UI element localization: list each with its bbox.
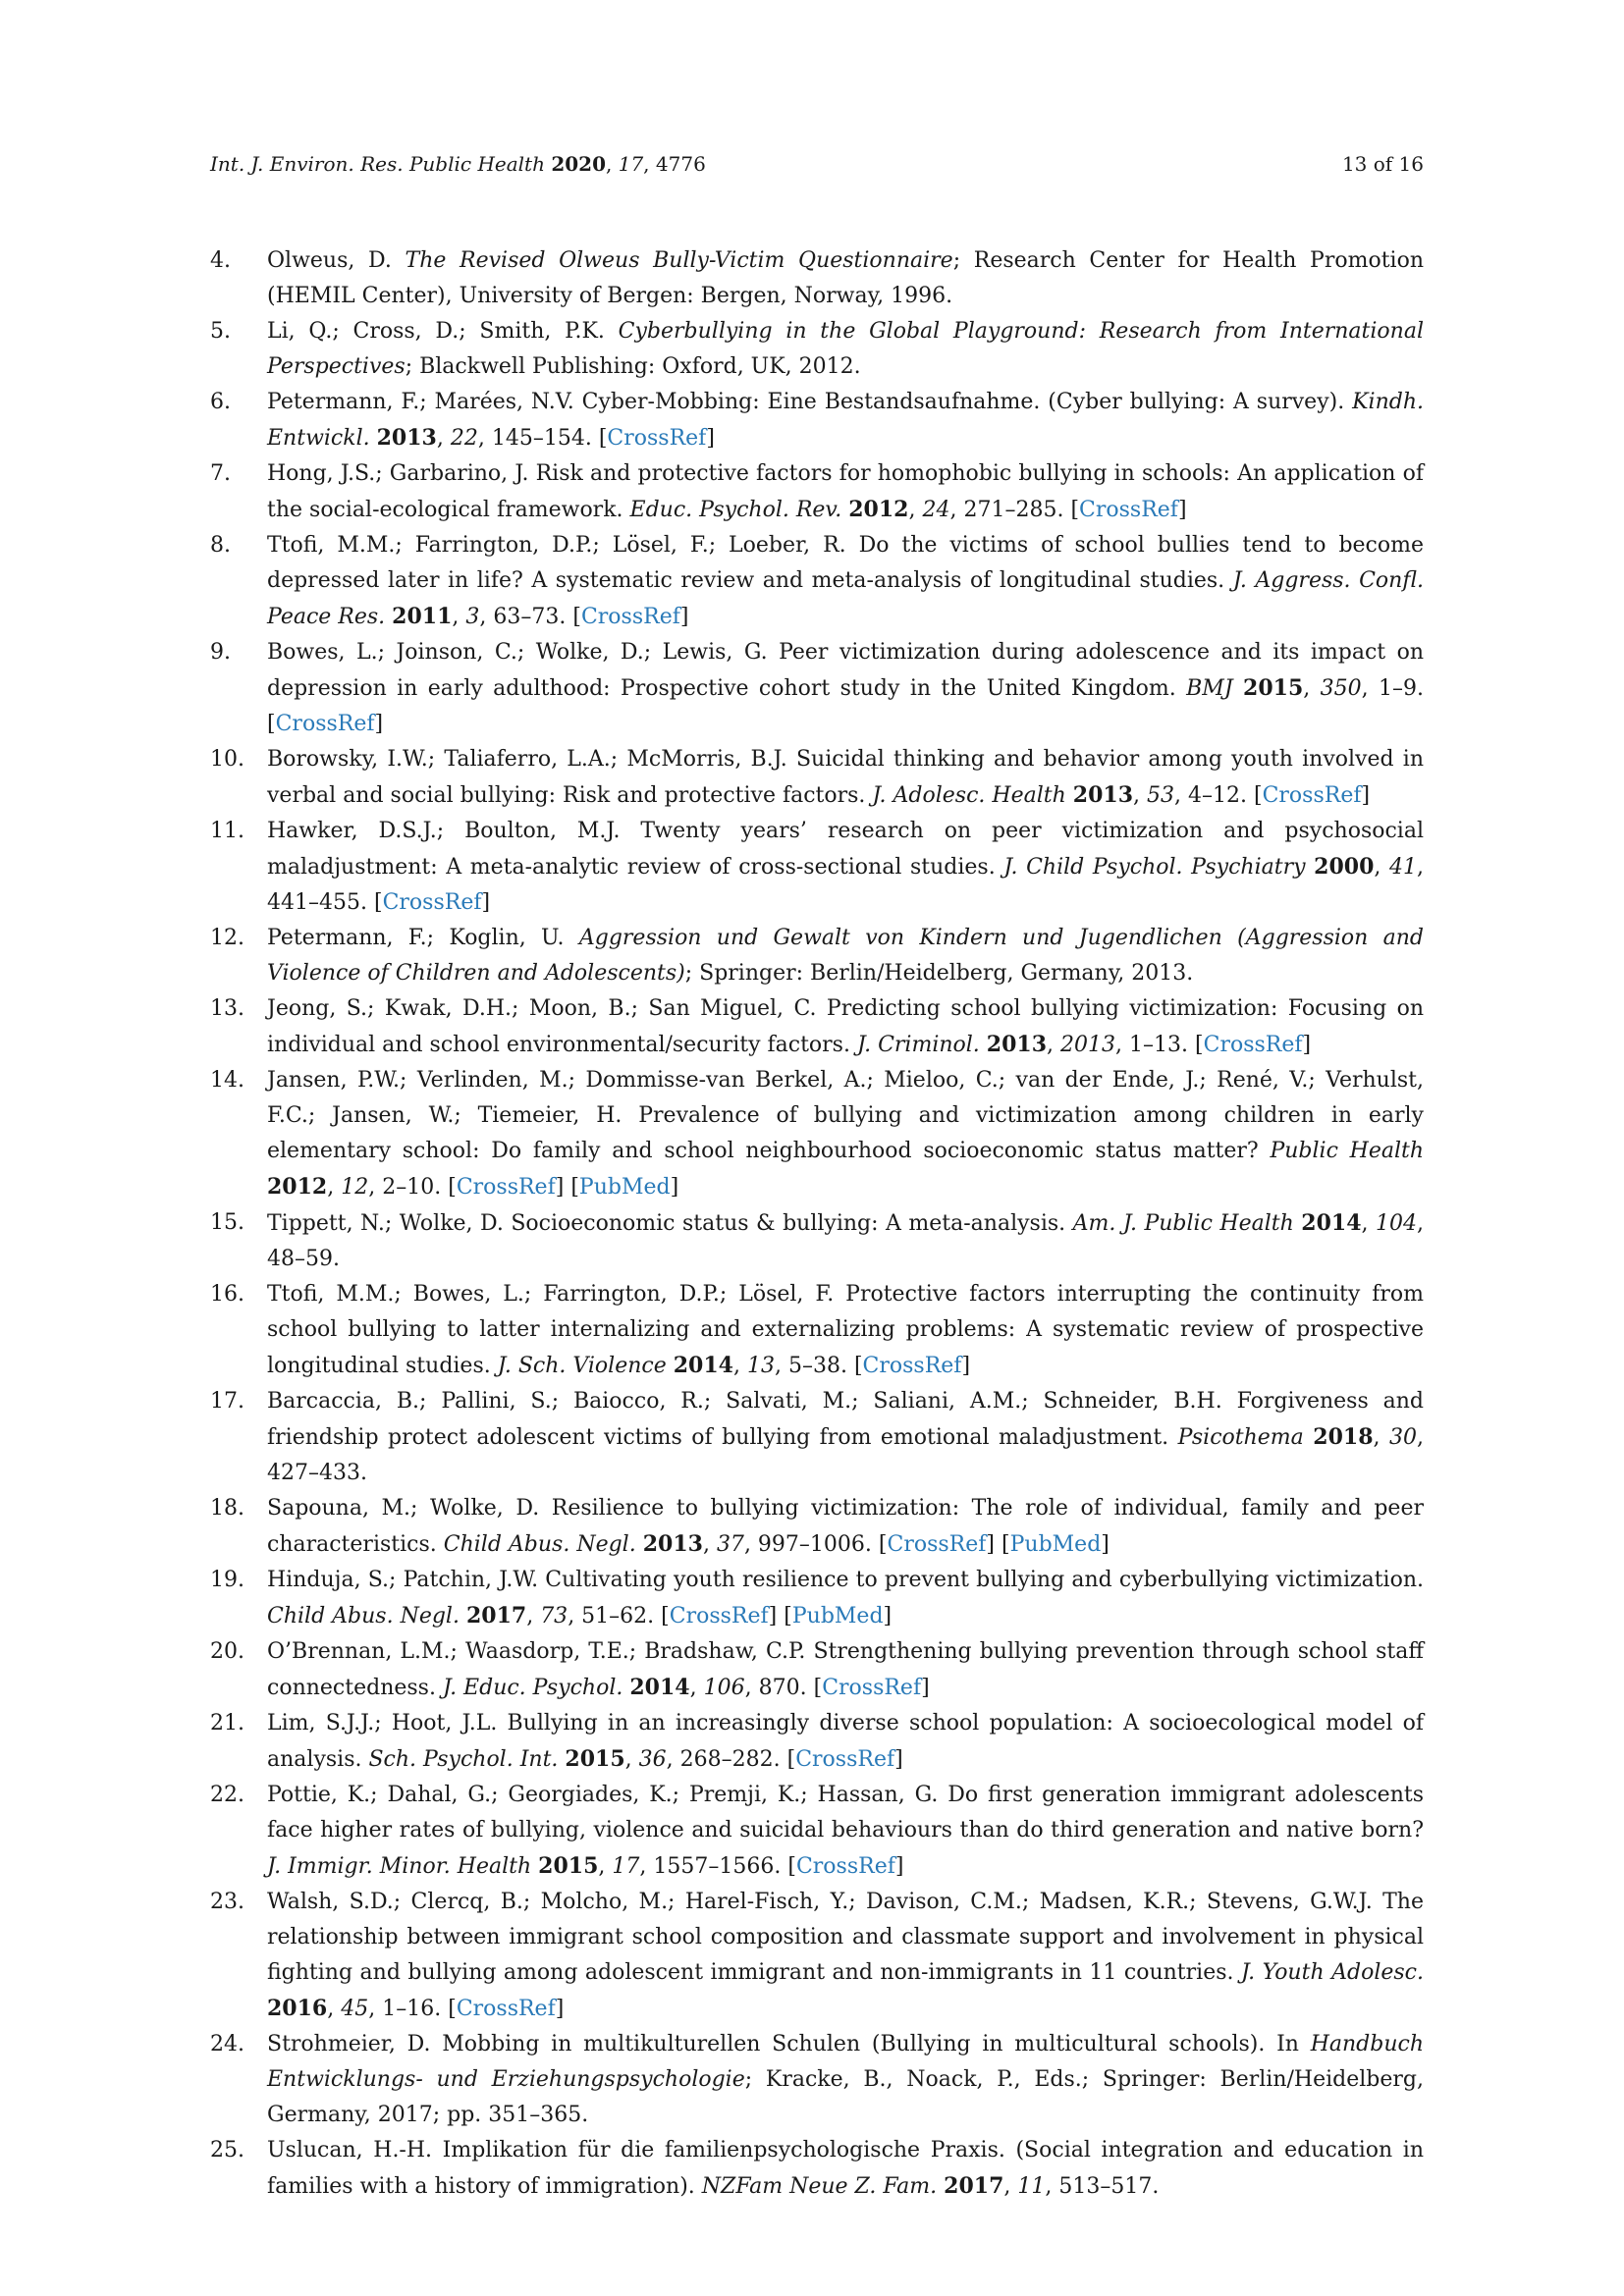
reference-text: ,	[598, 1854, 613, 1879]
reference-number: 12.	[210, 926, 244, 950]
italic-text: 12	[341, 1175, 369, 1200]
italic-text: J. Immigr. Minor. Health	[267, 1854, 532, 1879]
reference-text	[980, 1033, 987, 1057]
reference-number: 13.	[210, 996, 244, 1021]
reference-text: Uslucan, H.-H. Implikation für die familienpsychologische Praxis. (Social integration and education in families with a history of immigration).	[267, 2138, 1424, 2199]
reference-list	[210, 243, 1424, 2205]
reference-text: , 5–38.	[774, 1354, 847, 1378]
italic-text: 17	[612, 1854, 640, 1879]
reference-item	[210, 1205, 1424, 1277]
reference-link-wrapper: [CrossRef]	[853, 1354, 971, 1378]
reference-text: , 1–9.	[1361, 676, 1424, 701]
reference-number: 20.	[210, 1639, 244, 1664]
reference-text: Jansen, P.W.; Verlinden, M.; Dommisse-van Berkel, A.; Mieloo, C.; van der Ende, J.; René, V.; Verhulst, F.C.; Jansen, W.; Tiemeier, H. Prevalence of bullying and victimization among children in early elementary school: Do family and school neighbourhood socioeconomic status matter?	[267, 1068, 1424, 1163]
reference-text: Petermann, F.; Marées, N.V. Cyber-Mobbing: Eine Bestandsaufnahme. (Cyber bullying: A survey).	[267, 390, 1353, 414]
reference-link-wrapper: [PubMed]	[1001, 1532, 1110, 1557]
reference-text: , 997–1006.	[743, 1532, 872, 1557]
crossref-link[interactable]: CrossRef	[1203, 1033, 1303, 1057]
crossref-link[interactable]: CrossRef	[456, 1997, 556, 2021]
reference-item	[210, 528, 1424, 635]
reference-text: ,	[436, 426, 451, 451]
reference-text: Walsh, S.D.; Clercq, B.; Molcho, M.; Harel-Fisch, Y.; Davison, C.M.; Madsen, K.R.; Stevens, G.W.J. The relationship between immigrant school composition and classmate support and involvement in physical fighting and bullying among adolescent immigrant and non-immigrants in 11 countries.	[267, 1890, 1424, 1985]
pubmed-link[interactable]: PubMed	[578, 1175, 671, 1200]
italic-text: 11	[1017, 2174, 1046, 2199]
bold-year: 2013	[642, 1531, 703, 1557]
reference-number: 25.	[210, 2138, 244, 2163]
reference-item	[210, 742, 1424, 814]
reference-text: Lim, S.J.J.; Hoot, J.L. Bullying in an increasingly diverse school population: A socioecological model of analysis.	[267, 1711, 1424, 1772]
reference-item	[210, 2133, 1424, 2205]
reference-text: Olweus, D.	[267, 248, 406, 273]
reference-text	[460, 1604, 466, 1629]
reference-link-wrapper: [CrossRef]	[373, 890, 491, 915]
italic-text: Kindh. Entwickl.	[267, 390, 1424, 451]
reference-text	[1233, 676, 1243, 701]
running-header	[210, 152, 1424, 176]
italic-text: Child Abus. Negl.	[267, 1604, 460, 1629]
reference-text: Sapouna, M.; Wolke, D. Resilience to bullying victimization: The role of individual, family and peer characteristics.	[267, 1496, 1424, 1557]
reference-text: ; Research Center for Health Promotion (HEMIL Center), University of Bergen: Bergen, Norway, 1996.	[267, 248, 1424, 308]
reference-text: Petermann, F.; Koglin, U.	[267, 926, 579, 950]
reference-text: , 513–517.	[1045, 2174, 1160, 2199]
reference-text: ; Kracke, B., Noack, P., Eds.; Springer: Berlin/Heidelberg, Germany, 2017; pp. 351–365.	[267, 2067, 1424, 2127]
italic-text: J. Criminol.	[856, 1033, 980, 1057]
italic-text: Sch. Psychol. Int.	[368, 1747, 559, 1772]
reference-text: ,	[1133, 783, 1147, 808]
reference-text: , 870.	[744, 1676, 807, 1700]
bold-year: 2018	[1313, 1424, 1374, 1450]
italic-text: 13	[746, 1354, 775, 1378]
italic-text: J. Educ. Psychol.	[442, 1676, 623, 1700]
reference-number: 14.	[210, 1068, 244, 1093]
reference-text: , 1–16.	[368, 1997, 442, 2021]
reference-link-wrapper: [CrossRef]	[878, 1532, 995, 1557]
reference-link-wrapper: [CrossRef]	[813, 1676, 930, 1700]
reference-text: ,	[1374, 855, 1390, 880]
reference-item	[210, 1885, 1424, 2027]
reference-link-wrapper: [CrossRef]	[572, 605, 689, 629]
reference-text: ,	[327, 1997, 342, 2021]
italic-text: 22	[450, 426, 478, 451]
reference-item	[210, 314, 1424, 385]
crossref-link[interactable]: CrossRef	[580, 605, 680, 629]
reference-text: Tippett, N.; Wolke, D. Socioeconomic status & bullying: A meta-analysis.	[267, 1211, 1073, 1236]
crossref-link[interactable]: CrossRef	[1079, 498, 1178, 522]
reference-link-wrapper: [CrossRef]	[598, 426, 715, 451]
reference-link-wrapper: [PubMed]	[784, 1604, 893, 1629]
bold-year: 2015	[1243, 675, 1304, 701]
reference-text: , 63–73.	[479, 605, 567, 629]
bold-year: 2015	[565, 1746, 625, 1772]
reference-text	[1066, 783, 1073, 808]
crossref-link[interactable]: CrossRef	[1262, 783, 1362, 808]
reference-text: Ttofi, M.M.; Bowes, L.; Farrington, D.P.; Lösel, F. Protective factors interrupting the continuity from school bullying to latter internalizing and externalizing problems: A systematic review of prospective longitudinal studies.	[267, 1282, 1424, 1378]
reference-item	[210, 2027, 1424, 2133]
italic-text: 350	[1320, 676, 1362, 701]
reference-text: ,	[908, 498, 923, 522]
reference-link-wrapper: [CrossRef]	[267, 712, 384, 736]
reference-text	[1304, 1425, 1313, 1450]
bold-year: 2015	[538, 1853, 599, 1879]
reference-item	[210, 385, 1424, 456]
italic-text: 104	[1375, 1211, 1417, 1236]
reference-text: ,	[624, 1747, 639, 1772]
reference-text: ,	[1047, 1033, 1061, 1057]
reference-link-wrapper: [CrossRef]	[661, 1604, 778, 1629]
italic-text: J. Child Psychol. Psychiatry	[1003, 855, 1306, 880]
reference-text: ; Blackwell Publishing: Oxford, UK, 2012.	[405, 354, 861, 379]
reference-item	[210, 243, 1424, 314]
reference-number: 19.	[210, 1568, 244, 1592]
pubmed-link[interactable]: PubMed	[1009, 1532, 1102, 1557]
reference-text: ,	[1303, 676, 1321, 701]
reference-text: , 271–285.	[949, 498, 1064, 522]
bold-year: 2000	[1314, 854, 1375, 880]
reference-number: 10.	[210, 747, 244, 772]
bold-year: 2013	[1072, 782, 1133, 808]
reference-text: , 2–10.	[368, 1175, 442, 1200]
crossref-link[interactable]: CrossRef	[607, 426, 707, 451]
reference-text	[636, 1532, 643, 1557]
reference-link-wrapper: [CrossRef]	[1195, 1033, 1312, 1057]
reference-number: 21.	[210, 1711, 244, 1735]
italic-text: 24	[922, 498, 950, 522]
page-number: 13 of 16	[1341, 152, 1424, 176]
journal-volume: 17	[618, 152, 644, 176]
italic-text: Am. J. Public Health	[1072, 1211, 1294, 1236]
reference-link-wrapper: [CrossRef]	[1070, 498, 1187, 522]
reference-number: 16.	[210, 1282, 244, 1307]
italic-text: Aggression und Gewalt von Kindern und Jugendlichen (Aggression and Violence of Children and Adolescents)	[267, 926, 1424, 986]
journal-article-number: 4776	[655, 152, 706, 176]
reference-item	[210, 1384, 1424, 1491]
bold-year: 2013	[986, 1032, 1048, 1057]
reference-link-wrapper: [PubMed]	[570, 1175, 679, 1200]
reference-link-wrapper: [CrossRef]	[448, 1997, 565, 2021]
reference-text: ,	[327, 1175, 342, 1200]
reference-item	[210, 635, 1424, 742]
italic-text: 45	[341, 1997, 369, 2021]
reference-text: ,	[526, 1604, 541, 1629]
reference-number: 9.	[210, 640, 231, 665]
bold-year: 2014	[1301, 1210, 1362, 1236]
bold-year: 2016	[267, 1996, 328, 2021]
bold-year: 2017	[465, 1603, 527, 1629]
reference-text: ; Springer: Berlin/Heidelberg, Germany, 2013.	[684, 961, 1194, 986]
italic-text: J. Youth Adolesc.	[1240, 1960, 1424, 1985]
reference-text: , 1557–1566.	[639, 1854, 782, 1879]
bold-year: 2014	[629, 1675, 690, 1700]
reference-link-wrapper: [CrossRef]	[787, 1854, 904, 1879]
reference-text	[1306, 855, 1315, 880]
reference-number: 11.	[210, 819, 244, 843]
reference-text: , 441–455.	[267, 855, 1425, 915]
italic-text: Child Abus. Negl.	[443, 1532, 636, 1557]
reference-number: 17.	[210, 1389, 244, 1414]
reference-number: 23.	[210, 1890, 244, 1914]
reference-item	[210, 1778, 1424, 1885]
italic-text: 106	[703, 1676, 745, 1700]
reference-text: Jeong, S.; Kwak, D.H.; Moon, B.; San Miguel, C. Predicting school bullying victimization: Focusing on individual and school environmental/security factors.	[267, 996, 1424, 1057]
reference-item	[210, 1063, 1424, 1205]
reference-text: Hong, J.S.; Garbarino, J. Risk and protective factors for homophobic bullying in schools: An application of the social-ecological framework.	[267, 461, 1424, 522]
italic-text: BMJ	[1186, 676, 1233, 701]
italic-text: 30	[1389, 1425, 1417, 1450]
italic-text: J. Sch. Violence	[497, 1354, 667, 1378]
crossref-link[interactable]: CrossRef	[669, 1604, 769, 1629]
italic-text: J. Adolesc. Health	[872, 783, 1066, 808]
reference-text: O’Brennan, L.M.; Waasdorp, T.E.; Bradshaw, C.P. Strengthening bullying prevention through school staff connectedness.	[267, 1639, 1424, 1700]
reference-item	[210, 921, 1424, 991]
reference-text: , 48–59.	[267, 1211, 1424, 1271]
reference-number: 7.	[210, 461, 231, 486]
reference-text: ,	[1373, 1425, 1389, 1450]
italic-text: 41	[1389, 855, 1418, 880]
italic-text: Cyberbullying in the Global Playground: Research from International Perspectives	[267, 319, 1424, 379]
reference-text: , 145–154.	[477, 426, 592, 451]
crossref-link[interactable]: CrossRef	[862, 1354, 962, 1378]
crossref-link[interactable]: CrossRef	[887, 1532, 987, 1557]
bold-year: 2011	[392, 604, 453, 629]
reference-text: , 268–282.	[666, 1747, 781, 1772]
journal-citation: Int. J. Environ. Res. Public Health 2020, 17, 4776	[210, 152, 706, 176]
italic-text: 3	[465, 605, 480, 629]
italic-text: 2013	[1060, 1033, 1116, 1057]
reference-text: Hawker, D.S.J.; Boulton, M.J. Twenty years’ research on peer victimization and psychosocial maladjustment: A meta-analytic review of cross-sectional studies.	[267, 819, 1424, 880]
reference-number: 5.	[210, 319, 231, 344]
italic-text: 36	[638, 1747, 667, 1772]
journal-year: 2020	[551, 152, 606, 176]
reference-item	[210, 1706, 1424, 1778]
bold-year: 2014	[673, 1353, 733, 1378]
reference-text: Li, Q.; Cross, D.; Smith, P.K.	[267, 319, 619, 344]
reference-number: 4.	[210, 248, 231, 273]
italic-text: The Revised Olweus Bully-Victim Questionnaire	[405, 248, 953, 273]
reference-text: , 51–62.	[568, 1604, 655, 1629]
italic-text: Handbuch Entwicklungs- und Erziehungspsychologie	[267, 2032, 1424, 2092]
reference-text: Borowsky, I.W.; Taliaferro, L.A.; McMorris, B.J. Suicidal thinking and behavior among youth involved in verbal and social bullying: Risk and protective factors.	[267, 747, 1424, 808]
italic-text: Educ. Psychol. Rev.	[629, 498, 842, 522]
reference-text: ,	[1003, 2174, 1018, 2199]
pubmed-link[interactable]: PubMed	[791, 1604, 884, 1629]
reference-link-wrapper: [CrossRef]	[448, 1175, 565, 1200]
crossref-link[interactable]: CrossRef	[822, 1676, 922, 1700]
reference-text: ,	[452, 605, 466, 629]
bold-year: 2012	[267, 1174, 328, 1200]
reference-text: ,	[1361, 1211, 1376, 1236]
reference-item	[210, 1563, 1424, 1634]
reference-item	[210, 1491, 1424, 1563]
reference-item	[210, 1634, 1424, 1706]
crossref-link[interactable]: CrossRef	[795, 1747, 895, 1772]
reference-text: , 4–12.	[1174, 783, 1247, 808]
italic-text: 73	[540, 1604, 568, 1629]
crossref-link[interactable]: CrossRef	[795, 1854, 895, 1879]
journal-name: Int. J. Environ. Res. Public Health	[210, 152, 545, 176]
reference-text: ,	[702, 1532, 717, 1557]
reference-text: , 1–13.	[1115, 1033, 1189, 1057]
reference-item	[210, 1277, 1424, 1384]
reference-text	[370, 426, 377, 451]
crossref-link[interactable]: CrossRef	[382, 890, 482, 915]
reference-text: Bowes, L.; Joinson, C.; Wolke, D.; Lewis, G. Peer victimization during adolescence and its impact on depression in early adulthood: Prospective cohort study in the United Kingdom.	[267, 640, 1424, 701]
italic-text: 37	[716, 1532, 744, 1557]
italic-text: Psicothema	[1177, 1425, 1304, 1450]
reference-link-wrapper: [CrossRef]	[786, 1747, 903, 1772]
reference-text: Pottie, K.; Dahal, G.; Georgiades, K.; Premji, K.; Hassan, G. Do first generation immigrant adolescents face higher rates of bullying, violence and suicidal behaviours than do third generation and native born?	[267, 1783, 1424, 1842]
reference-text: Barcaccia, B.; Pallini, S.; Baiocco, R.; Salvati, M.; Saliani, A.M.; Schneider, B.H. Forgiveness and friendship protect adolescent victims of bullying from emotional maladjustment.	[267, 1389, 1424, 1450]
reference-number: 22.	[210, 1783, 244, 1807]
reference-number: 6.	[210, 390, 231, 414]
reference-text: ,	[689, 1676, 704, 1700]
reference-number: 8.	[210, 533, 231, 558]
reference-text: Strohmeier, D. Mobbing in multikulturellen Schulen (Bullying in multicultural schools). In	[267, 2032, 1311, 2056]
reference-text: , 427–433.	[267, 1425, 1424, 1485]
reference-item	[210, 991, 1424, 1063]
bold-year: 2017	[944, 2173, 1004, 2199]
reference-item	[210, 814, 1424, 921]
reference-text	[667, 1354, 674, 1378]
crossref-link[interactable]: CrossRef	[275, 712, 375, 736]
italic-text: NZFam Neue Z. Fam.	[701, 2174, 938, 2199]
reference-number: 18.	[210, 1496, 244, 1521]
reference-item	[210, 456, 1424, 528]
italic-text: 53	[1147, 783, 1174, 808]
crossref-link[interactable]: CrossRef	[456, 1175, 556, 1200]
reference-link-wrapper: [CrossRef]	[1253, 783, 1371, 808]
reference-text: Ttofi, M.M.; Farrington, D.P.; Lösel, F.; Loeber, R. Do the victims of school bullies tend to become depressed later in life? A systematic review and meta-analysis of longitudinal studies.	[267, 533, 1424, 593]
italic-text: Public Health	[1270, 1139, 1425, 1163]
reference-number: 24.	[210, 2032, 244, 2056]
reference-number: 15.	[210, 1210, 244, 1235]
italic-text: J. Aggress. Confl. Peace Res.	[267, 568, 1425, 629]
reference-text: Hinduja, S.; Patchin, J.W. Cultivating youth resilience to prevent bullying and cyberbullying victimization.	[267, 1568, 1424, 1592]
bold-year: 2012	[848, 497, 909, 522]
bold-year: 2013	[376, 425, 437, 451]
reference-text: ,	[732, 1354, 747, 1378]
